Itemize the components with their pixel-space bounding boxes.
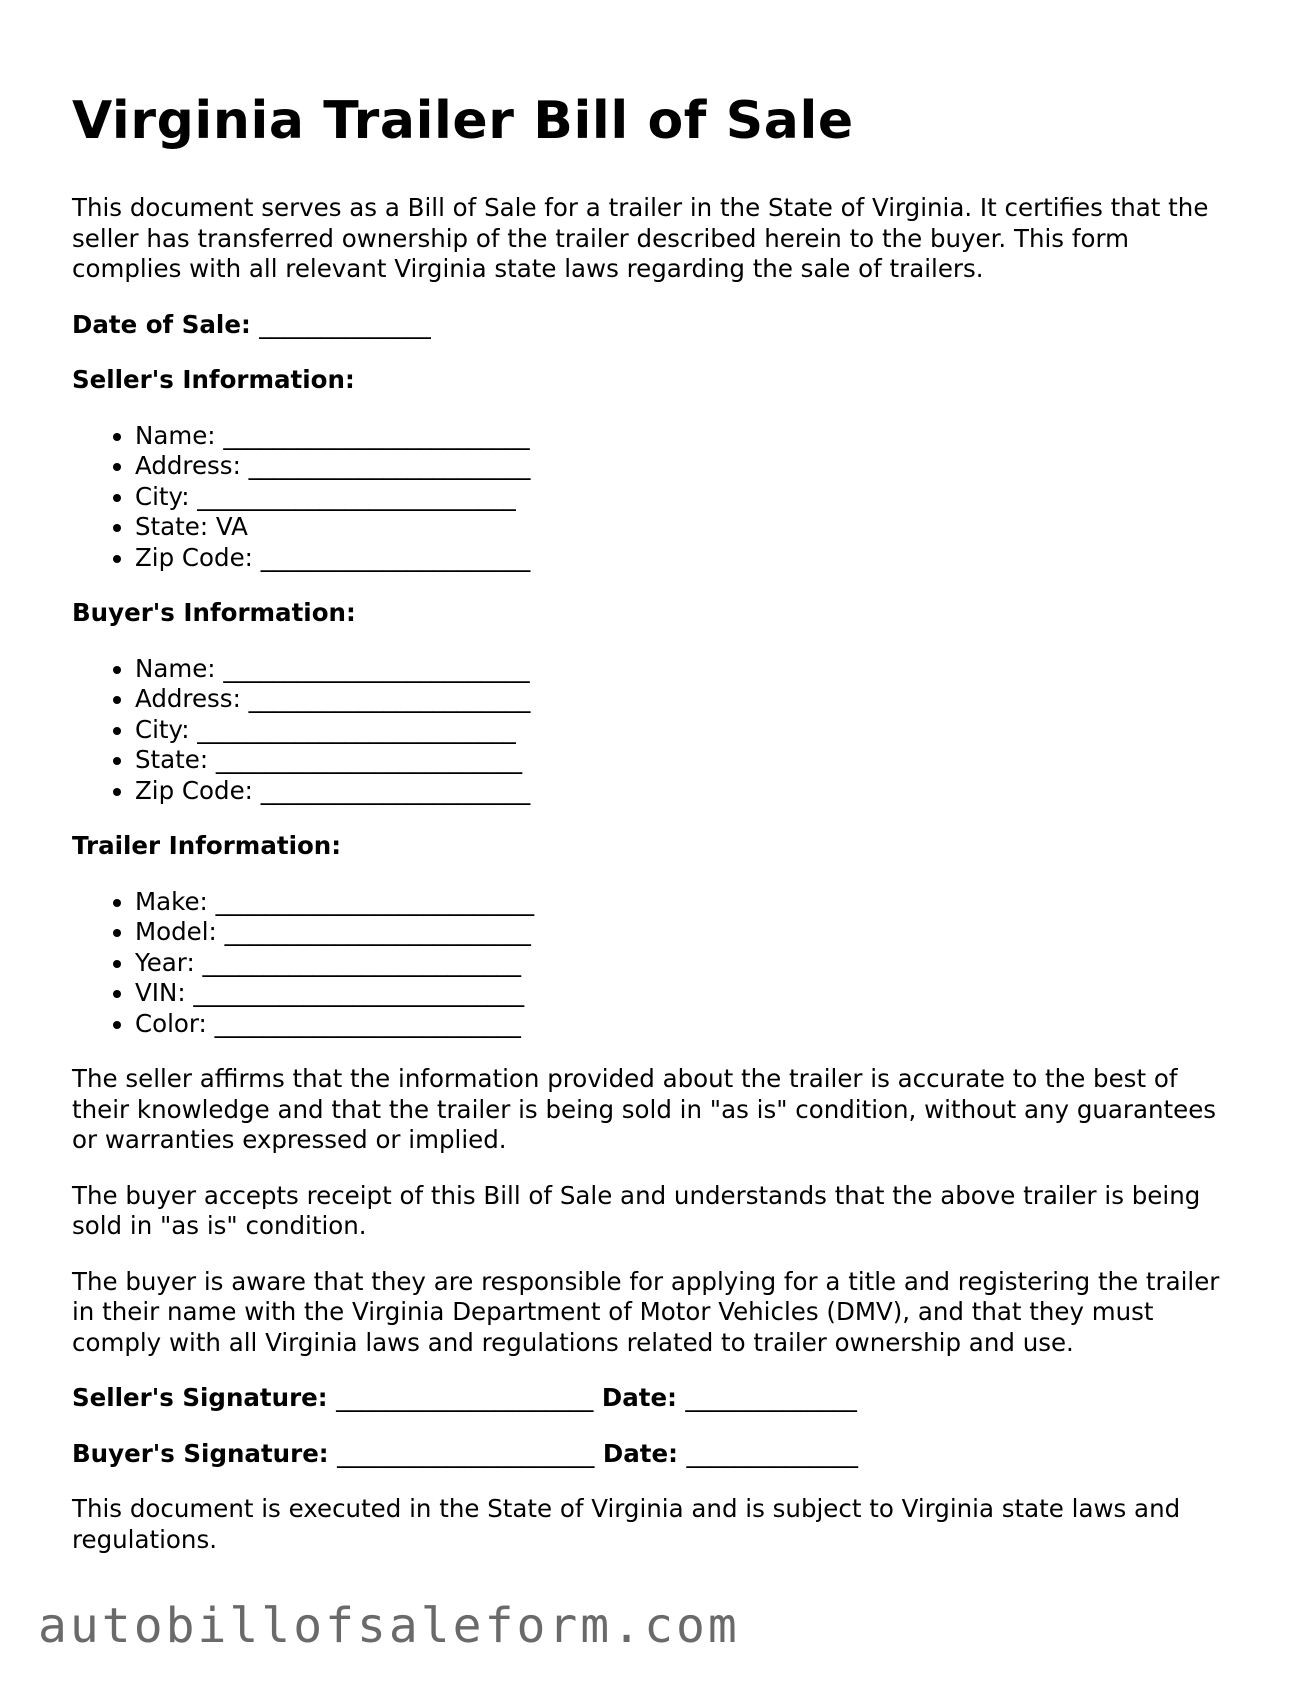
- seller-signature-blank: _____________________: [336, 1383, 594, 1412]
- seller-date-label: Date:: [601, 1383, 677, 1412]
- seller-info-list: [72, 421, 1232, 574]
- buyer-responsibility-paragraph: The buyer is aware that they are responsible for applying for a title and registering the trailer in their name with the Virginia Department of Motor Vehicles (DMV), and that they must comply with all Virginia laws and regulations related to trailer ownership and use.: [72, 1266, 1220, 1357]
- buyer-name-field: • Name: _________________________: [135, 654, 1232, 685]
- trailer-vin-field: • VIN: ___________________________: [135, 978, 1232, 1009]
- buyer-date-blank: ______________: [686, 1438, 858, 1468]
- buyer-zip-field: • Zip Code: ______________________: [135, 776, 1232, 807]
- document-title: Virginia Trailer Bill of Sale: [72, 91, 854, 151]
- date-of-sale-blank: ______________: [259, 309, 431, 339]
- buyer-info-list: [72, 654, 1232, 807]
- date-of-sale-label: Date of Sale:: [72, 309, 251, 339]
- seller-date-blank: ______________: [685, 1383, 857, 1412]
- seller-signature-line: [72, 1383, 1232, 1414]
- intro-paragraph: This document serves as a Bill of Sale for a trailer in the State of Virginia. It certifies that the seller has transferred ownership of the trailer described herein to the buyer. This form complies with all relevant Virginia state laws regarding the sale of trailers.: [72, 193, 1209, 283]
- buyer-date-label: Date:: [602, 1438, 678, 1468]
- buyer-signature-blank: _____________________: [337, 1438, 595, 1468]
- trailer-make-field: • Make: __________________________: [135, 887, 1232, 918]
- seller-name-field: • Name: _________________________: [135, 421, 1232, 452]
- watermark: autobillofsaleform.com: [38, 1598, 740, 1654]
- buyer-signature-label: Buyer's Signature:: [72, 1438, 329, 1468]
- document-page: [72, 88, 1232, 1580]
- date-of-sale-line: [72, 310, 1232, 341]
- buyer-acceptance-paragraph: The buyer accepts receipt of this Bill of Sale and understands that the above trailer is being sold in "as is" condition.: [72, 1180, 1201, 1240]
- seller-signature-label: Seller's Signature:: [72, 1383, 328, 1412]
- trailer-color-field: • Color: _________________________: [135, 1009, 1232, 1040]
- buyer-info-heading: Buyer's Information:: [72, 598, 356, 627]
- seller-zip-field: • Zip Code: ______________________: [135, 543, 1232, 574]
- buyer-city-field: • City: __________________________: [135, 715, 1232, 746]
- buyer-signature-line: [72, 1439, 1232, 1470]
- trailer-info-heading: Trailer Information:: [72, 831, 342, 860]
- buyer-state-field: • State: _________________________: [135, 745, 1232, 776]
- trailer-year-field: • Year: __________________________: [135, 948, 1232, 979]
- seller-state-field: • State: VA: [135, 512, 1232, 543]
- seller-affirmation-paragraph: The seller affirms that the information provided about the trailer is accurate to the best of their knowledge and that the trailer is being sold in "as is" condition, without any guarantees or warranties expressed or implied.: [72, 1064, 1217, 1154]
- trailer-info-list: [72, 887, 1232, 1040]
- buyer-address-field: • Address: _______________________: [135, 684, 1232, 715]
- seller-city-field: • City: __________________________: [135, 482, 1232, 513]
- seller-info-heading: Seller's Information:: [72, 365, 355, 394]
- trailer-model-field: • Model: _________________________: [135, 917, 1232, 948]
- seller-address-field: • Address: _______________________: [135, 451, 1232, 482]
- closing-paragraph: This document is executed in the State of Virginia and is subject to Virginia state laws and regulations.: [72, 1494, 1181, 1554]
